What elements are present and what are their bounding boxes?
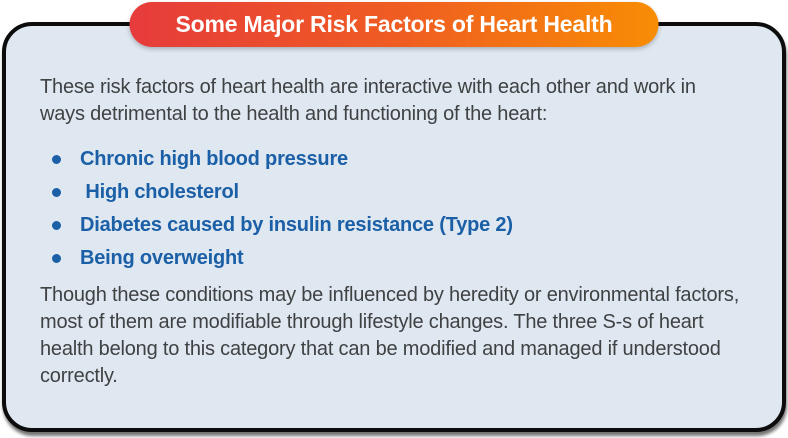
risk-factors-card	[2, 22, 786, 432]
list-item-label: Chronic high blood pressure	[80, 148, 348, 170]
bullet-icon	[52, 188, 61, 197]
intro-paragraph: These risk factors of heart health are interactive with each other and work in ways detrimental to the health and functioning of the heart:	[40, 76, 696, 125]
page-title: Some Major Risk Factors of Heart Health	[175, 11, 613, 37]
bullet-icon	[52, 155, 61, 164]
list-item-label: Being overweight	[80, 247, 244, 269]
card-content	[6, 26, 782, 390]
list-item-label: High cholesterol	[80, 181, 239, 203]
header-banner	[130, 2, 659, 47]
list-item	[40, 242, 742, 275]
list-item	[40, 176, 742, 209]
list-item-label: Diabetes caused by insulin resistance (Type 2)	[80, 214, 513, 236]
bullet-icon	[52, 221, 61, 230]
bullet-icon	[52, 254, 61, 263]
outro-paragraph: Though these conditions may be influenced by heredity or environmental factors, most of them are modifiable through lifestyle changes. The three S-s of heart health belong to this category that can be modified and managed if understood correctly.	[40, 284, 740, 387]
list-item	[40, 209, 742, 242]
list-item	[40, 143, 742, 176]
risk-factor-list	[40, 143, 742, 275]
